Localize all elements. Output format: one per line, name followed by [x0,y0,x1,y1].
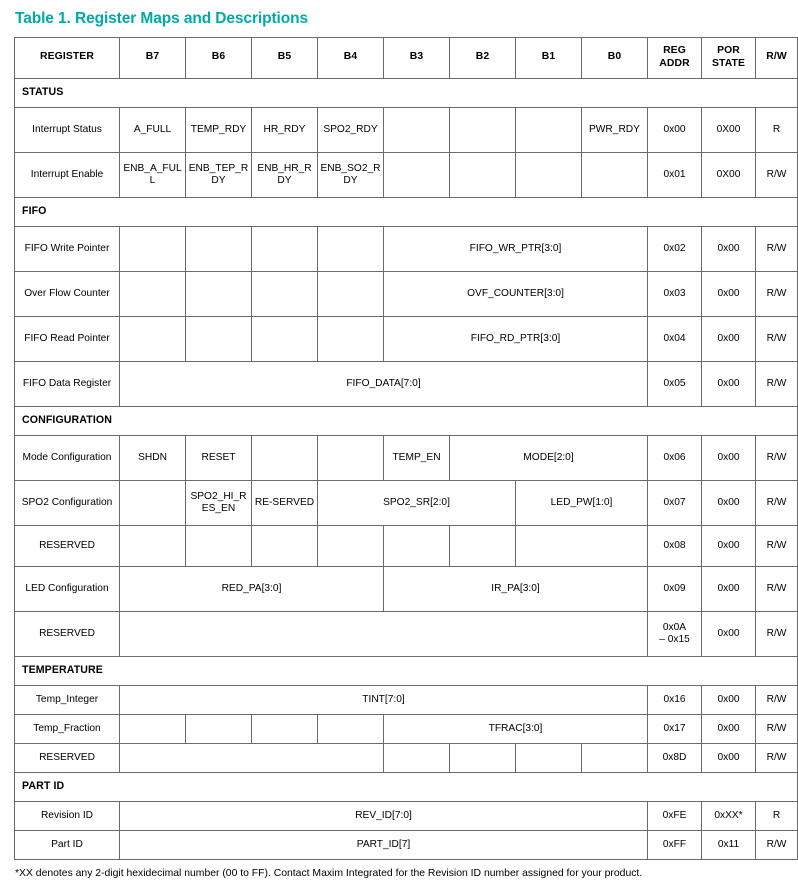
column-header-por-state [702,37,756,78]
por-state-line2: STATE [711,57,745,69]
cell-part-id-addr: 0xFF [648,830,702,859]
section-label-configuration: CONFIGURATION [15,406,798,435]
cell-interrupt-status-rw: R [756,107,798,152]
cell-revision-id-addr: 0xFE [648,801,702,830]
register-name-reserved-8d: RESERVED [15,743,120,772]
register-name-temp-integer: Temp_Integer [15,685,120,714]
cell-fifo-rd-b5-empty [252,316,318,361]
cell-fifo-data-addr: 0x05 [648,361,702,406]
cell-temp-fraction-rw: R/W [756,714,798,743]
cell-interrupt-enable-b1-empty [516,152,582,197]
column-header-b1: B1 [516,37,582,78]
cell-ovf-b4-empty [318,271,384,316]
cell-temp-fraction-b6-empty [186,714,252,743]
register-name-reserved-0a: RESERVED [15,611,120,656]
cell-part-id-field: PART_ID[7] [120,830,648,859]
cell-fifo-wr-field: FIFO_WR_PTR[3:0] [384,226,648,271]
table-header-row [15,37,798,78]
cell-reserved08-b6-empty [186,525,252,566]
cell-reserved8d-b2-empty [450,743,516,772]
cell-interrupt-enable-b2-empty [450,152,516,197]
cell-ovf-b5-empty [252,271,318,316]
column-header-b2: B2 [450,37,516,78]
cell-temp-fraction-b4-empty [318,714,384,743]
register-name-led-configuration: LED Configuration [15,566,120,611]
register-name-fifo-read-pointer: FIFO Read Pointer [15,316,120,361]
column-header-reg-addr [648,37,702,78]
cell-temp-integer-field: TINT[7:0] [120,685,648,714]
table-row [15,566,798,611]
cell-revision-id-por: 0xXX* [702,801,756,830]
cell-reserved08-b7-empty [120,525,186,566]
cell-spo2-rw: R/W [756,480,798,525]
section-label-fifo: FIFO [15,197,798,226]
register-name-reserved-08: RESERVED [15,525,120,566]
cell-temp-fraction-por: 0x00 [702,714,756,743]
cell-fifo-wr-addr: 0x02 [648,226,702,271]
register-name-revision-id: Revision ID [15,801,120,830]
cell-spo2-b6: SPO2_HI_RES_EN [186,480,252,525]
cell-interrupt-status-por: 0X00 [702,107,756,152]
table-row [15,435,798,480]
cell-interrupt-status-b2-empty [450,107,516,152]
cell-ovf-por: 0x00 [702,271,756,316]
cell-fifo-rd-b6-empty [186,316,252,361]
cell-reserved8d-por: 0x00 [702,743,756,772]
cell-interrupt-enable-b3-empty [384,152,450,197]
section-label-status: STATUS [15,78,798,107]
cell-interrupt-enable-rw: R/W [756,152,798,197]
cell-spo2-por: 0x00 [702,480,756,525]
cell-led-rw: R/W [756,566,798,611]
table-row [15,525,798,566]
cell-fifo-rd-b7-empty [120,316,186,361]
column-header-b3: B3 [384,37,450,78]
register-name-interrupt-enable: Interrupt Enable [15,152,120,197]
cell-fifo-rd-b4-empty [318,316,384,361]
cell-reserved08-rw: R/W [756,525,798,566]
table-row [15,714,798,743]
cell-interrupt-status-b5: HR_RDY [252,107,318,152]
cell-spo2-addr: 0x07 [648,480,702,525]
cell-part-id-rw: R/W [756,830,798,859]
cell-reserved8d-addr: 0x8D [648,743,702,772]
cell-reserved8d-b0-empty [582,743,648,772]
cell-temp-fraction-addr: 0x17 [648,714,702,743]
column-header-b0: B0 [582,37,648,78]
cell-interrupt-status-b0: PWR_RDY [582,107,648,152]
section-label-part-id: PART ID [15,772,798,801]
cell-interrupt-enable-por: 0X00 [702,152,756,197]
cell-fifo-wr-b4-empty [318,226,384,271]
cell-interrupt-status-b6: TEMP_RDY [186,107,252,152]
cell-fifo-rd-addr: 0x04 [648,316,702,361]
cell-interrupt-enable-addr: 0x01 [648,152,702,197]
cell-reserved8d-b7-b4-empty [120,743,384,772]
register-name-temp-fraction: Temp_Fraction [15,714,120,743]
cell-interrupt-status-b7: A_FULL [120,107,186,152]
cell-temp-fraction-b5-empty [252,714,318,743]
cell-revision-id-field: REV_ID[7:0] [120,801,648,830]
register-name-over-flow-counter: Over Flow Counter [15,271,120,316]
column-header-b6: B6 [186,37,252,78]
register-map-table [14,37,798,860]
column-header-b4: B4 [318,37,384,78]
reserved0a-addr-line1: 0x0A [662,621,687,633]
cell-reserved08-por: 0x00 [702,525,756,566]
cell-reserved08-b1-b0-empty [516,525,648,566]
cell-interrupt-enable-b0-empty [582,152,648,197]
cell-fifo-data-por: 0x00 [702,361,756,406]
cell-reserved8d-rw: R/W [756,743,798,772]
register-name-mode-configuration: Mode Configuration [15,435,120,480]
cell-ovf-field: OVF_COUNTER[3:0] [384,271,648,316]
register-name-part-id: Part ID [15,830,120,859]
cell-temp-integer-por: 0x00 [702,685,756,714]
cell-fifo-wr-b6-empty [186,226,252,271]
table-row [15,271,798,316]
cell-reserved0a-bits-empty [120,611,648,656]
column-header-b5: B5 [252,37,318,78]
cell-interrupt-enable-b7: ENB_A_FULL [120,152,186,197]
cell-reserved08-b2-empty [450,525,516,566]
cell-temp-fraction-field: TFRAC[3:0] [384,714,648,743]
cell-reserved0a-rw: R/W [756,611,798,656]
cell-interrupt-status-addr: 0x00 [648,107,702,152]
cell-mode-b5-empty [252,435,318,480]
cell-reserved8d-b1-empty [516,743,582,772]
cell-led-red-pa-field: RED_PA[3:0] [120,566,384,611]
cell-spo2-sr-field: SPO2_SR[2:0] [318,480,516,525]
cell-fifo-wr-rw: R/W [756,226,798,271]
table-row [15,743,798,772]
register-name-fifo-write-pointer: FIFO Write Pointer [15,226,120,271]
table-row [15,226,798,271]
cell-interrupt-status-b1-empty [516,107,582,152]
cell-spo2-b5: RE-SERVED [252,480,318,525]
section-header-temperature [15,656,798,685]
cell-spo2-led-pw-field: LED_PW[1:0] [516,480,648,525]
table-row [15,685,798,714]
table-row [15,361,798,406]
cell-fifo-rd-por: 0x00 [702,316,756,361]
section-header-configuration [15,406,798,435]
register-name-fifo-data-register: FIFO Data Register [15,361,120,406]
table-title: Table 1. Register Maps and Descriptions [15,10,308,27]
table-row [15,830,798,859]
cell-mode-rw: R/W [756,435,798,480]
cell-led-por: 0x00 [702,566,756,611]
cell-reserved08-b5-empty [252,525,318,566]
table-footnote: *XX denotes any 2-digit hexidecimal number (00 to FF). Contact Maxim Integrated for the Revision ID number assigned for your product. [15,867,643,879]
cell-fifo-rd-rw: R/W [756,316,798,361]
cell-temp-fraction-b7-empty [120,714,186,743]
cell-part-id-por: 0x11 [702,830,756,859]
cell-interrupt-status-b4: SPO2_RDY [318,107,384,152]
cell-mode-b4-empty [318,435,384,480]
cell-temp-integer-addr: 0x16 [648,685,702,714]
cell-interrupt-enable-b4: ENB_SO2_RDY [318,152,384,197]
por-state-line1: POR [717,45,740,57]
cell-mode-b6: RESET [186,435,252,480]
column-header-b7: B7 [120,37,186,78]
cell-fifo-wr-b5-empty [252,226,318,271]
cell-ovf-addr: 0x03 [648,271,702,316]
cell-mode-por: 0x00 [702,435,756,480]
cell-temp-integer-rw: R/W [756,685,798,714]
column-header-register: REGISTER [15,37,120,78]
cell-ovf-b6-empty [186,271,252,316]
cell-ovf-rw: R/W [756,271,798,316]
section-label-temperature: TEMPERATURE [15,656,798,685]
section-header-status [15,78,798,107]
cell-interrupt-status-b3-empty [384,107,450,152]
cell-revision-id-rw: R [756,801,798,830]
cell-interrupt-enable-b5: ENB_HR_RDY [252,152,318,197]
cell-mode-addr: 0x06 [648,435,702,480]
section-header-part-id [15,772,798,801]
cell-reserved08-addr: 0x08 [648,525,702,566]
cell-fifo-data-field: FIFO_DATA[7:0] [120,361,648,406]
column-header-rw: R/W [756,37,798,78]
cell-reserved0a-por: 0x00 [702,611,756,656]
cell-spo2-b7-empty [120,480,186,525]
cell-led-ir-pa-field: IR_PA[3:0] [384,566,648,611]
cell-fifo-data-rw: R/W [756,361,798,406]
table-row [15,107,798,152]
register-name-interrupt-status: Interrupt Status [15,107,120,152]
table-row [15,152,798,197]
section-header-fifo [15,197,798,226]
cell-led-addr: 0x09 [648,566,702,611]
reg-addr-line1: REG [663,45,686,57]
cell-reserved08-b4-empty [318,525,384,566]
cell-fifo-wr-por: 0x00 [702,226,756,271]
cell-fifo-rd-field: FIFO_RD_PTR[3:0] [384,316,648,361]
cell-reserved0a-addr [648,611,702,656]
cell-fifo-wr-b7-empty [120,226,186,271]
cell-ovf-b7-empty [120,271,186,316]
table-row [15,316,798,361]
cell-mode-b7: SHDN [120,435,186,480]
cell-mode-b3: TEMP_EN [384,435,450,480]
table-row [15,801,798,830]
cell-reserved08-b3-empty [384,525,450,566]
reserved0a-addr-line2: – 0x15 [659,633,690,645]
register-name-spo2-configuration: SPO2 Configuration [15,480,120,525]
table-row [15,480,798,525]
cell-mode-field: MODE[2:0] [450,435,648,480]
cell-reserved8d-b3-empty [384,743,450,772]
reg-addr-line2: ADDR [659,57,690,69]
table-row [15,611,798,656]
cell-interrupt-enable-b6: ENB_TEP_RDY [186,152,252,197]
